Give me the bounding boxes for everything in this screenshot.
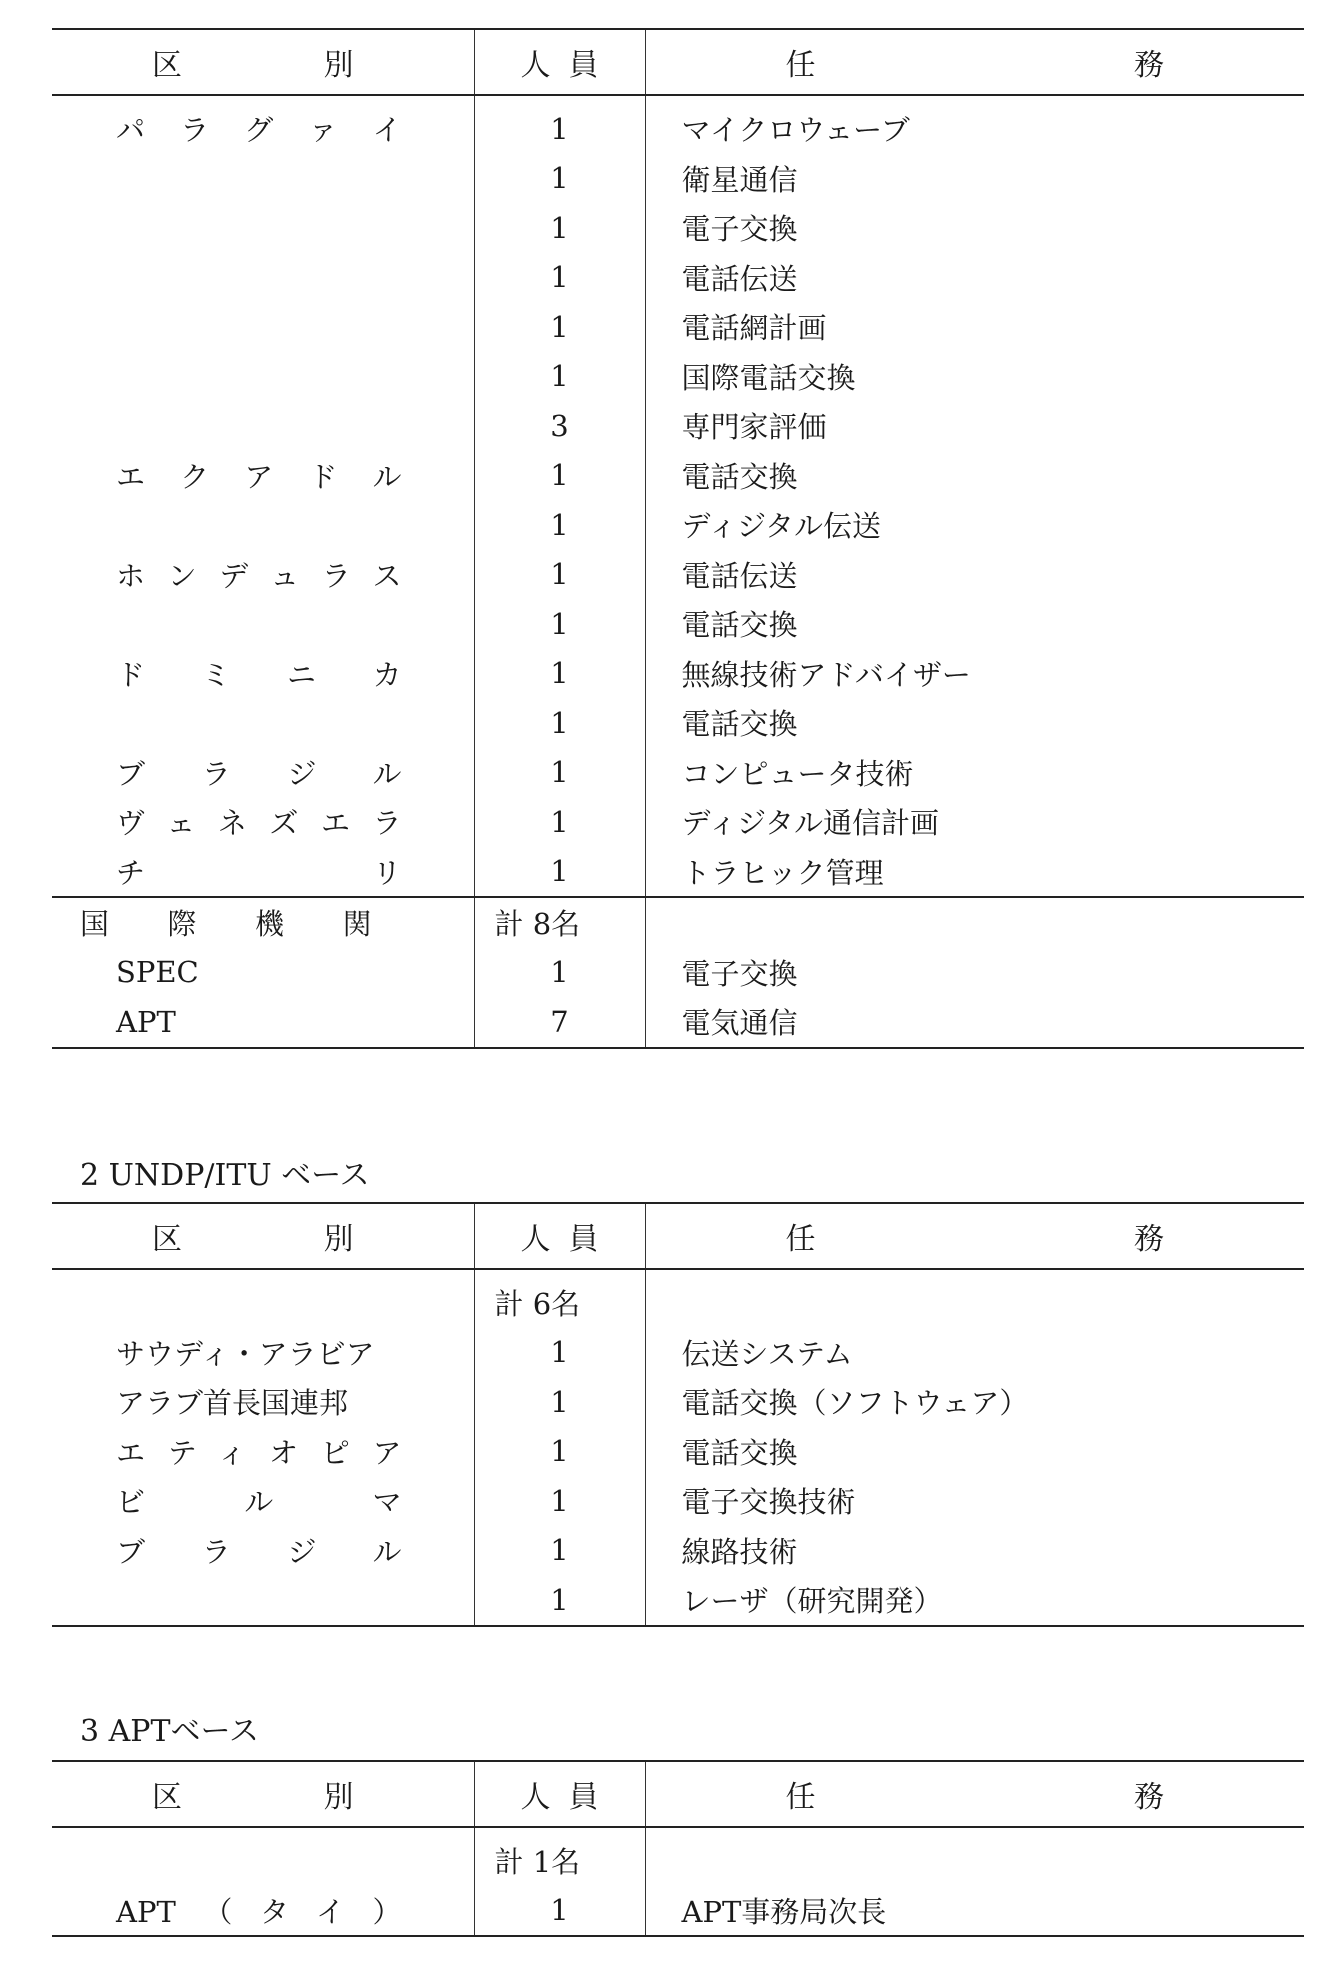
cell-region: ヴェネズエラ (116, 806, 402, 841)
cell-task: 電子交換 (681, 956, 798, 991)
cell-count: 1 (474, 253, 645, 303)
cell-task: 衛星通信 (681, 162, 798, 197)
cell-region: チリ (52, 847, 474, 898)
cell-count: 1 (474, 352, 645, 402)
cell-region (52, 154, 474, 204)
cell-count: 1 (474, 1886, 645, 1937)
table-row (52, 847, 1304, 898)
cell-count: 1 (474, 154, 645, 204)
cell-count: 1 (474, 451, 645, 501)
cell-region (52, 1575, 474, 1626)
table-row (52, 1328, 1304, 1378)
dispatch-table-3 (52, 1760, 1304, 1937)
cell-count: 1 (474, 1427, 645, 1477)
cell-region: エクアドル (116, 459, 402, 494)
cell-task: 電話交換 (681, 707, 798, 742)
cell-region (52, 698, 474, 748)
cell-region: パラグァイ (116, 113, 402, 148)
cell-region: ビルマ (116, 1485, 402, 1520)
table-row (52, 302, 1304, 352)
cell-task: 電話交換 (681, 608, 798, 643)
cell-task: 無線技術アドバイザー (681, 657, 971, 692)
cell-count: 1 (474, 1328, 645, 1378)
section-title-apt: 3 APTベース (80, 1714, 259, 1749)
cell-task: 電子交換技術 (681, 1485, 856, 1520)
cell-task: ディジタル通信計画 (681, 806, 940, 841)
cell-region (52, 1827, 474, 1886)
cell-region: ブラジル (116, 756, 402, 791)
cell-task: 電話交換（ソフトウェア） (681, 1386, 1029, 1421)
cell-region (52, 1269, 474, 1328)
header-region: 区 別 (52, 29, 474, 95)
cell-region: SPEC (116, 955, 199, 990)
table-row (52, 203, 1304, 253)
cell-task: APT事務局次長 (645, 1886, 1304, 1937)
table-row (52, 1526, 1304, 1576)
table-row (52, 1377, 1304, 1427)
cell-count: 1 (474, 748, 645, 798)
table-row (52, 748, 1304, 798)
cell-task: 専門家評価 (681, 410, 827, 445)
table-row (52, 948, 1304, 998)
cell-region (52, 203, 474, 253)
cell-count: 1 (474, 302, 645, 352)
header-region: 区 別 (52, 1761, 474, 1827)
cell-task (645, 1269, 1304, 1328)
table-row (52, 1476, 1304, 1526)
cell-task: コンピュータ技術 (681, 756, 914, 791)
table-row (52, 352, 1304, 402)
header-people: 人員 (474, 1203, 645, 1269)
header-task: 任 務 (645, 29, 1304, 95)
cell-task: 電話伝送 (681, 261, 798, 296)
header-people: 人員 (474, 29, 645, 95)
cell-task: ディジタル伝送 (681, 509, 882, 544)
cell-task: レーザ（研究開発） (645, 1575, 1304, 1626)
table-row (52, 451, 1304, 501)
header-people: 人員 (474, 1761, 645, 1827)
cell-region: ブラジル (116, 1534, 402, 1569)
cell-region: サウディ・アラビア (116, 1336, 375, 1371)
table-row (52, 649, 1304, 699)
header-task: 任 務 (645, 1761, 1304, 1827)
table-header (52, 29, 1304, 95)
cell-region: ドミニカ (116, 657, 402, 692)
table-row (52, 154, 1304, 204)
cell-task (645, 1827, 1304, 1886)
cell-count: 1 (474, 550, 645, 600)
cell-region (52, 401, 474, 451)
cell-task: 電話交換 (681, 459, 798, 494)
cell-task: 線路技術 (681, 1534, 798, 1569)
table-row (52, 1427, 1304, 1477)
cell-count: 7 (474, 997, 645, 1048)
header-task: 任 務 (645, 1203, 1304, 1269)
table-row (52, 1575, 1304, 1626)
cell-count: 1 (474, 1526, 645, 1576)
table-row (52, 698, 1304, 748)
cell-task: マイクロウェーブ (681, 113, 910, 148)
table-row (52, 1269, 1304, 1328)
table-row (52, 253, 1304, 303)
table-row (52, 550, 1304, 600)
cell-region: APT（タイ） (52, 1886, 474, 1937)
cell-task: 電話交換 (681, 1435, 798, 1470)
cell-region: 国際機関 (52, 897, 474, 948)
table-row (52, 997, 1304, 1048)
cell-task: 電子交換 (681, 212, 798, 247)
cell-count: 1 (474, 797, 645, 847)
cell-count: 1 (474, 649, 645, 699)
section-title-undp-itu: 2 UNDP/ITU ベース (80, 1158, 370, 1193)
cell-count: 1 (474, 203, 645, 253)
cell-region: ホンデュラス (116, 558, 402, 593)
cell-task: 国際電話交換 (681, 360, 856, 395)
table-row (52, 897, 1304, 948)
cell-region (52, 352, 474, 402)
cell-task: 電話網計画 (681, 311, 827, 346)
cell-count: 計 8名 (474, 897, 645, 948)
dispatch-table-1 (52, 28, 1304, 1049)
table-row (52, 1886, 1304, 1937)
cell-count: 1 (474, 1377, 645, 1427)
table-row (52, 797, 1304, 847)
cell-count: 1 (474, 500, 645, 550)
cell-region (52, 500, 474, 550)
cell-region: エティオピア (116, 1435, 402, 1470)
cell-count: 1 (474, 847, 645, 898)
cell-region (52, 599, 474, 649)
cell-task: 電話伝送 (681, 558, 798, 593)
cell-count: 3 (474, 401, 645, 451)
cell-count: 計 1名 (474, 1827, 645, 1886)
cell-region (52, 253, 474, 303)
cell-count: 1 (474, 948, 645, 998)
cell-count: 1 (474, 95, 645, 154)
dispatch-table-2 (52, 1202, 1304, 1627)
header-region: 区 別 (52, 1203, 474, 1269)
table-header (52, 1203, 1304, 1269)
table-row (52, 1827, 1304, 1886)
cell-count: 1 (474, 1575, 645, 1626)
cell-region (52, 302, 474, 352)
table-row (52, 401, 1304, 451)
cell-task: 伝送システム (681, 1336, 853, 1371)
table-row (52, 95, 1304, 154)
table-row (52, 500, 1304, 550)
cell-count: 1 (474, 599, 645, 649)
cell-task: 電気通信 (645, 997, 1304, 1048)
cell-count: 1 (474, 1476, 645, 1526)
table-header (52, 1761, 1304, 1827)
table-row (52, 599, 1304, 649)
cell-task: トラヒック管理 (645, 847, 1304, 898)
cell-region: APT (52, 997, 474, 1048)
cell-count: 1 (474, 698, 645, 748)
cell-task (645, 897, 1304, 948)
cell-count: 計 6名 (474, 1269, 645, 1328)
cell-region: アラブ首長国連邦 (116, 1386, 349, 1421)
